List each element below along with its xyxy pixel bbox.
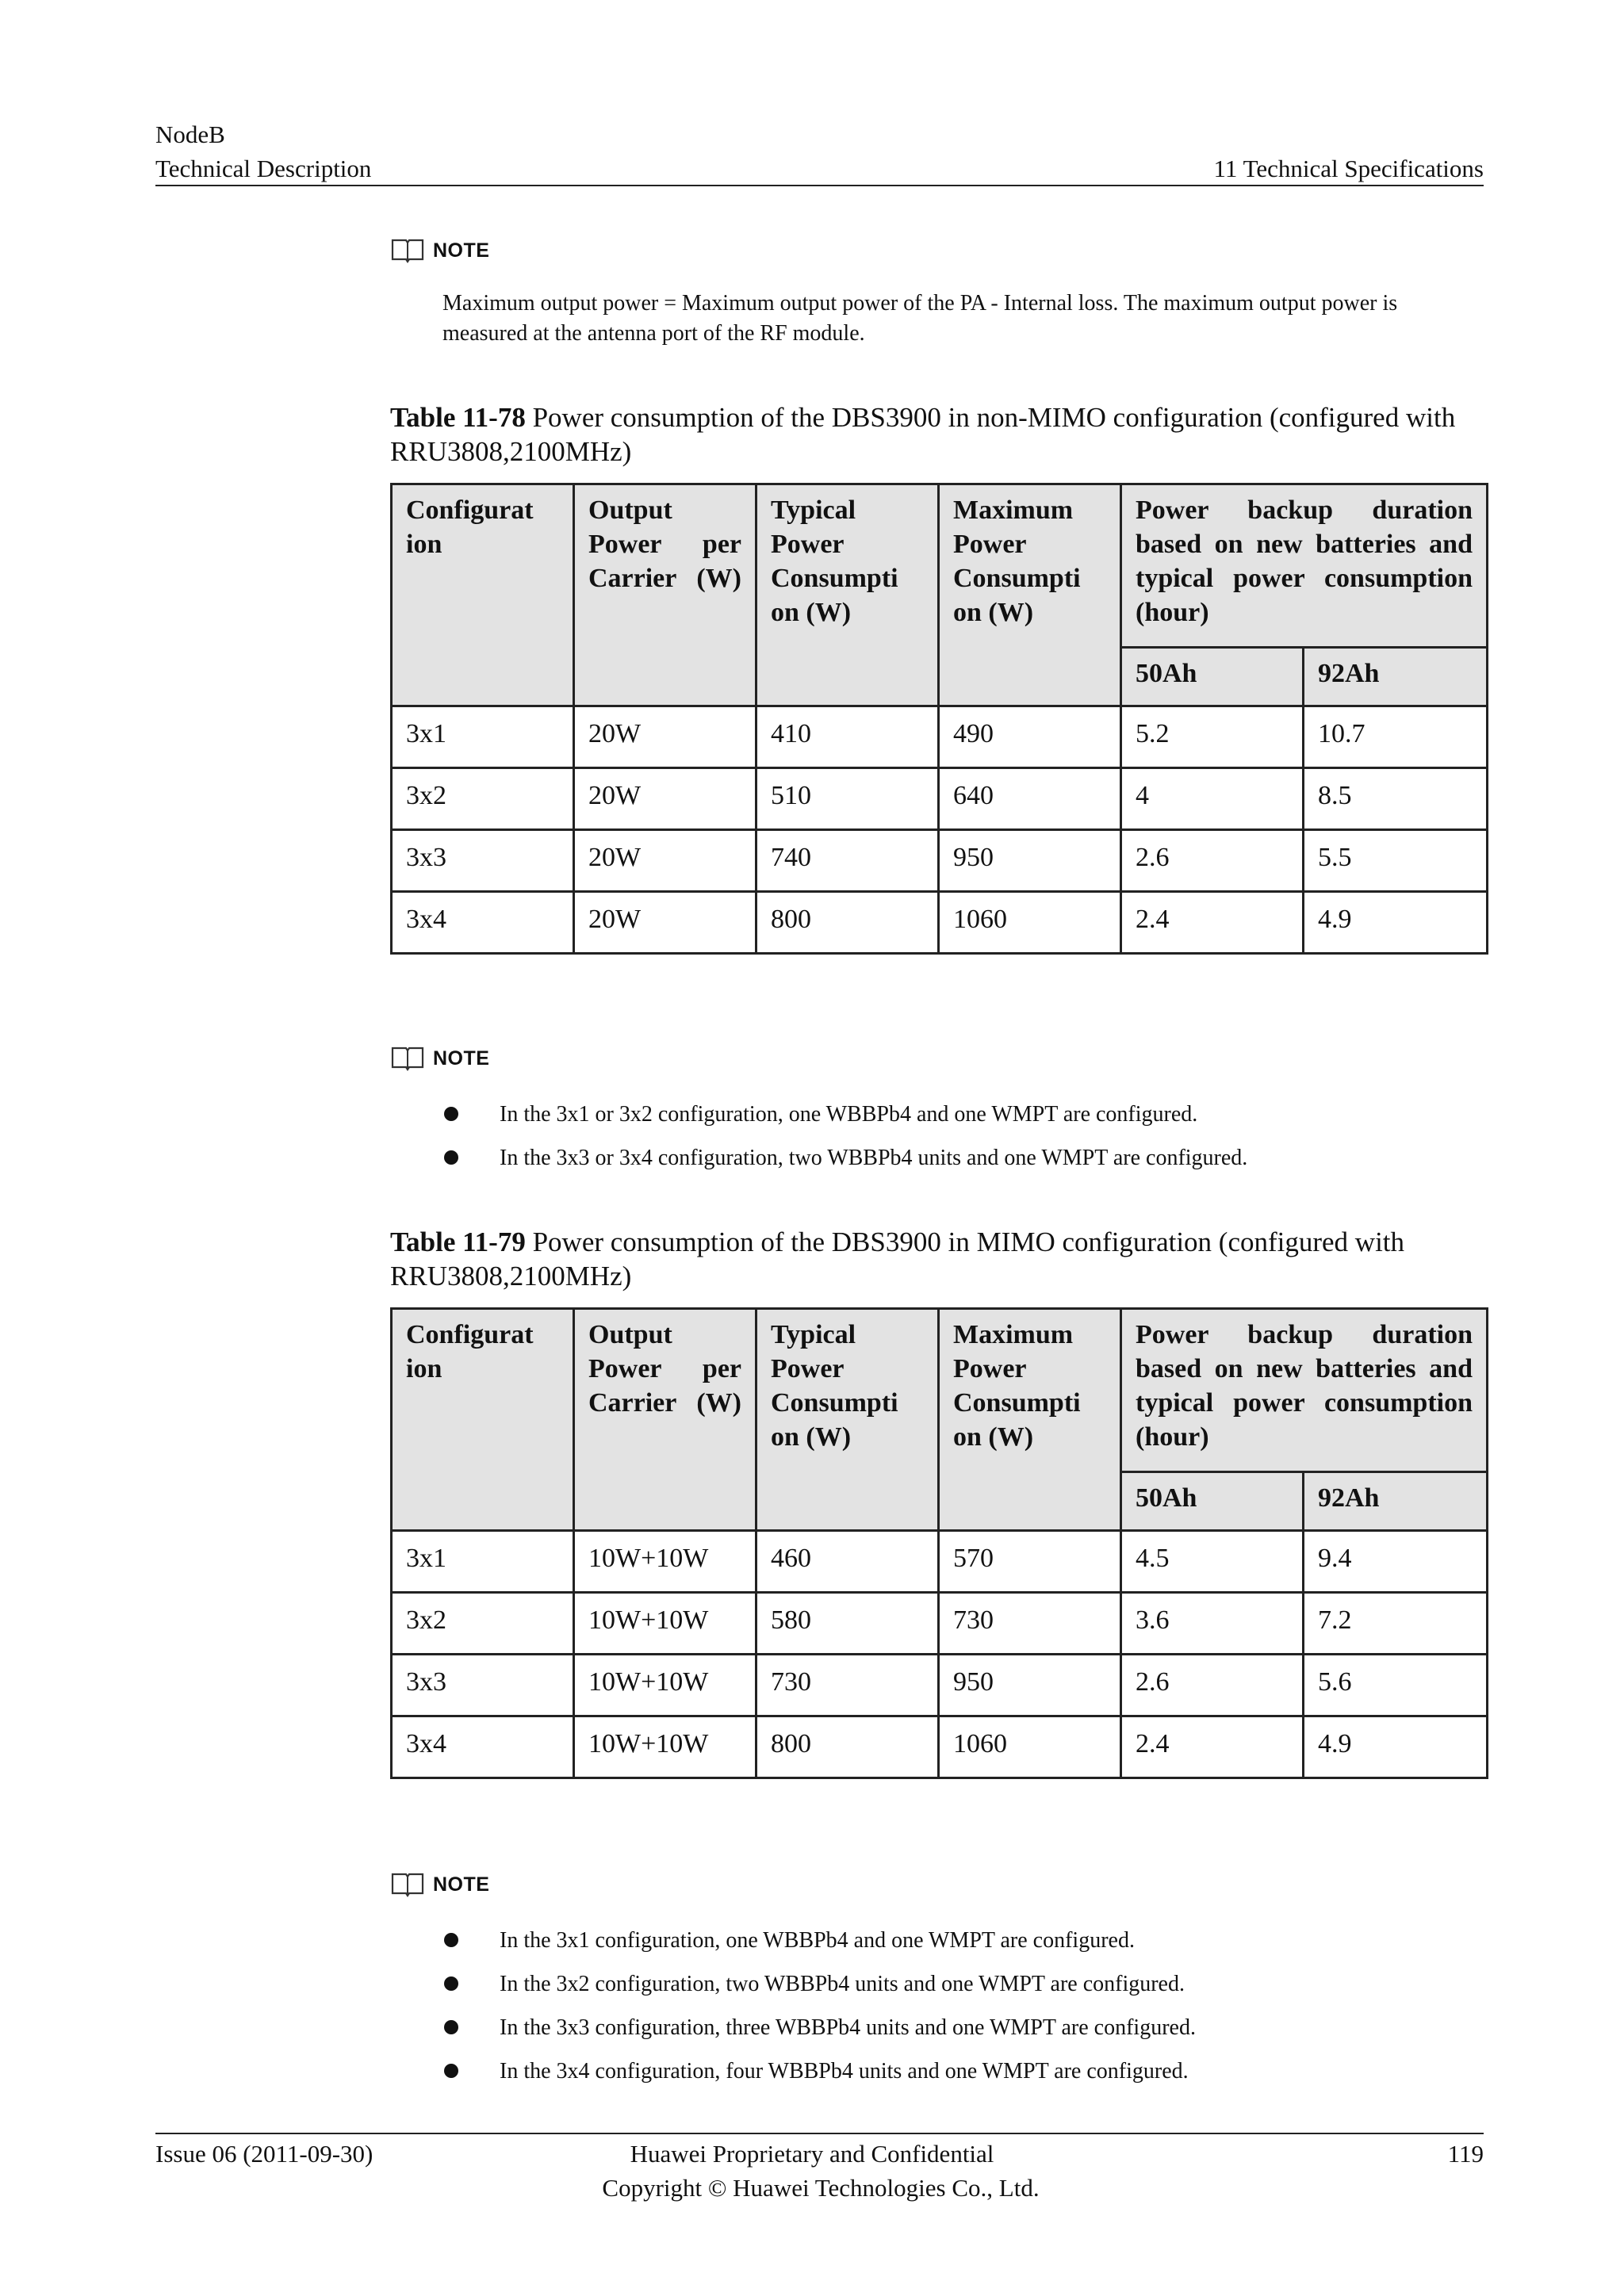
note-1-text: Maximum output power = Maximum output power of the PA - Internal loss. The maximum output power is measured at the antenna port of the RF module. bbox=[442, 291, 1398, 346]
list-item bbox=[444, 2006, 1483, 2049]
cell-maximum: 1060 bbox=[939, 892, 1121, 954]
header-doc-type: Technical Description bbox=[155, 155, 372, 182]
cell-50ah: 4 bbox=[1121, 768, 1304, 830]
cell-typical: 730 bbox=[756, 1655, 939, 1716]
cell-typical: 800 bbox=[756, 1716, 939, 1778]
cell-output: 20W bbox=[574, 768, 756, 830]
table-row bbox=[392, 1655, 1488, 1716]
t78-head-output: Output Power per Carrier (W) bbox=[574, 484, 756, 706]
note-3-label: NOTE bbox=[433, 1873, 490, 1896]
list-item bbox=[444, 2049, 1483, 2093]
note-2-list bbox=[444, 1093, 1483, 1180]
t78-head-50ah: 50Ah bbox=[1121, 648, 1304, 706]
cell-92ah: 5.6 bbox=[1304, 1655, 1488, 1716]
header-product: NodeB bbox=[155, 121, 225, 148]
cell-config: 3x3 bbox=[392, 1655, 574, 1716]
bullet-icon bbox=[444, 1150, 458, 1165]
table-78-caption bbox=[390, 400, 1487, 469]
table-row bbox=[392, 706, 1488, 768]
t79-head-config: Configurat ion bbox=[392, 1309, 574, 1531]
cell-50ah: 2.6 bbox=[1121, 1655, 1304, 1716]
t79-head-backup: Power backup duration based on new batteries and typical power consumption (hour) bbox=[1121, 1309, 1488, 1472]
t79-head-output: Output Power per Carrier (W) bbox=[574, 1309, 756, 1531]
note-1-heading bbox=[390, 237, 489, 264]
cell-92ah: 4.9 bbox=[1304, 1716, 1488, 1778]
list-item-text: In the 3x1 configuration, one WBBPb4 and one WMPT are configured. bbox=[500, 1928, 1135, 1953]
cell-typical: 510 bbox=[756, 768, 939, 830]
table-79-caption-id: Table 11-79 bbox=[390, 1226, 526, 1257]
table-row bbox=[392, 1716, 1488, 1778]
cell-output: 10W+10W bbox=[574, 1716, 756, 1778]
cell-92ah: 7.2 bbox=[1304, 1593, 1488, 1655]
bullet-icon bbox=[444, 2064, 458, 2078]
cell-50ah: 2.4 bbox=[1121, 892, 1304, 954]
note-2-label: NOTE bbox=[433, 1047, 490, 1070]
cell-92ah: 10.7 bbox=[1304, 706, 1488, 768]
cell-maximum: 1060 bbox=[939, 1716, 1121, 1778]
list-item-text: In the 3x1 or 3x2 configuration, one WBBPb4 and one WMPT are configured. bbox=[500, 1102, 1198, 1127]
cell-50ah: 5.2 bbox=[1121, 706, 1304, 768]
note-1-label: NOTE bbox=[433, 239, 490, 262]
list-item-text: In the 3x4 configuration, four WBBPb4 units and one WMPT are configured. bbox=[500, 2059, 1189, 2084]
t78-head-config: Configurat ion bbox=[392, 484, 574, 706]
table-row bbox=[392, 892, 1488, 954]
cell-config: 3x4 bbox=[392, 892, 574, 954]
bullet-icon bbox=[444, 1976, 458, 1991]
cell-50ah: 3.6 bbox=[1121, 1593, 1304, 1655]
footer-issue: Issue 06 (2011-09-30) bbox=[155, 2140, 373, 2168]
list-item bbox=[444, 1093, 1483, 1136]
cell-output: 10W+10W bbox=[574, 1531, 756, 1593]
cell-maximum: 730 bbox=[939, 1593, 1121, 1655]
cell-config: 3x2 bbox=[392, 768, 574, 830]
cell-92ah: 4.9 bbox=[1304, 892, 1488, 954]
cell-92ah: 5.5 bbox=[1304, 830, 1488, 892]
t78-head-backup: Power backup duration based on new batteries and typical power consumption (hour) bbox=[1121, 484, 1488, 648]
cell-typical: 740 bbox=[756, 830, 939, 892]
list-item bbox=[444, 1962, 1483, 2006]
table-78 bbox=[390, 483, 1488, 955]
table-78-caption-id: Table 11-78 bbox=[390, 402, 526, 433]
note-2-heading bbox=[390, 1045, 489, 1072]
t79-head-50ah: 50Ah bbox=[1121, 1472, 1304, 1531]
cell-maximum: 950 bbox=[939, 830, 1121, 892]
cell-typical: 580 bbox=[756, 1593, 939, 1655]
bullet-icon bbox=[444, 1933, 458, 1947]
cell-92ah: 8.5 bbox=[1304, 768, 1488, 830]
t79-head-92ah: 92Ah bbox=[1304, 1472, 1488, 1531]
t78-head-maximum: Maximum Power Consumpti on (W) bbox=[939, 484, 1121, 706]
cell-50ah: 2.4 bbox=[1121, 1716, 1304, 1778]
book-icon bbox=[390, 1871, 425, 1898]
note-3-list bbox=[444, 1919, 1483, 2093]
cell-50ah: 4.5 bbox=[1121, 1531, 1304, 1593]
cell-config: 3x2 bbox=[392, 1593, 574, 1655]
list-item-text: In the 3x2 configuration, two WBBPb4 units and one WMPT are configured. bbox=[500, 1972, 1185, 1996]
cell-typical: 410 bbox=[756, 706, 939, 768]
cell-maximum: 490 bbox=[939, 706, 1121, 768]
cell-config: 3x3 bbox=[392, 830, 574, 892]
cell-config: 3x1 bbox=[392, 1531, 574, 1593]
cell-maximum: 950 bbox=[939, 1655, 1121, 1716]
page-number: 119 bbox=[1447, 2140, 1484, 2168]
table-79-caption bbox=[390, 1225, 1487, 1293]
table-79 bbox=[390, 1307, 1488, 1779]
cell-typical: 460 bbox=[756, 1531, 939, 1593]
footer-rule bbox=[155, 2133, 1484, 2134]
list-item-text: In the 3x3 or 3x4 configuration, two WBBPb4 units and one WMPT are configured. bbox=[500, 1146, 1248, 1170]
t78-head-92ah: 92Ah bbox=[1304, 648, 1488, 706]
list-item-text: In the 3x3 configuration, three WBBPb4 units and one WMPT are configured. bbox=[500, 2015, 1196, 2040]
table-78-caption-text: Power consumption of the DBS3900 in non-MIMO configuration (configured with RRU3808,2100MHz) bbox=[390, 402, 1456, 467]
book-icon bbox=[390, 1045, 425, 1072]
cell-92ah: 9.4 bbox=[1304, 1531, 1488, 1593]
footer-copyright: Copyright © Huawei Technologies Co., Ltd. bbox=[602, 2174, 1040, 2202]
cell-maximum: 640 bbox=[939, 768, 1121, 830]
table-79-caption-text: Power consumption of the DBS3900 in MIMO configuration (configured with RRU3808,2100MHz) bbox=[390, 1226, 1405, 1292]
bullet-icon bbox=[444, 2020, 458, 2034]
cell-output: 20W bbox=[574, 706, 756, 768]
cell-config: 3x1 bbox=[392, 706, 574, 768]
book-icon bbox=[390, 237, 425, 264]
cell-output: 10W+10W bbox=[574, 1593, 756, 1655]
list-item bbox=[444, 1919, 1483, 1962]
cell-typical: 800 bbox=[756, 892, 939, 954]
list-item bbox=[444, 1136, 1483, 1180]
table-row bbox=[392, 1531, 1488, 1593]
cell-50ah: 2.6 bbox=[1121, 830, 1304, 892]
table-row bbox=[392, 830, 1488, 892]
cell-output: 20W bbox=[574, 892, 756, 954]
cell-config: 3x4 bbox=[392, 1716, 574, 1778]
cell-output: 10W+10W bbox=[574, 1655, 756, 1716]
bullet-icon bbox=[444, 1107, 458, 1121]
t78-head-typical: Typical Power Consumpti on (W) bbox=[756, 484, 939, 706]
footer-confidential: Huawei Proprietary and Confidential bbox=[630, 2140, 994, 2168]
t79-head-typical: Typical Power Consumpti on (W) bbox=[756, 1309, 939, 1531]
note-3-heading bbox=[390, 1871, 489, 1898]
cell-maximum: 570 bbox=[939, 1531, 1121, 1593]
table-row bbox=[392, 1593, 1488, 1655]
header-rule bbox=[155, 185, 1484, 186]
t79-head-maximum: Maximum Power Consumpti on (W) bbox=[939, 1309, 1121, 1531]
header-chapter: 11 Technical Specifications bbox=[1213, 155, 1484, 182]
table-row bbox=[392, 768, 1488, 830]
cell-output: 20W bbox=[574, 830, 756, 892]
